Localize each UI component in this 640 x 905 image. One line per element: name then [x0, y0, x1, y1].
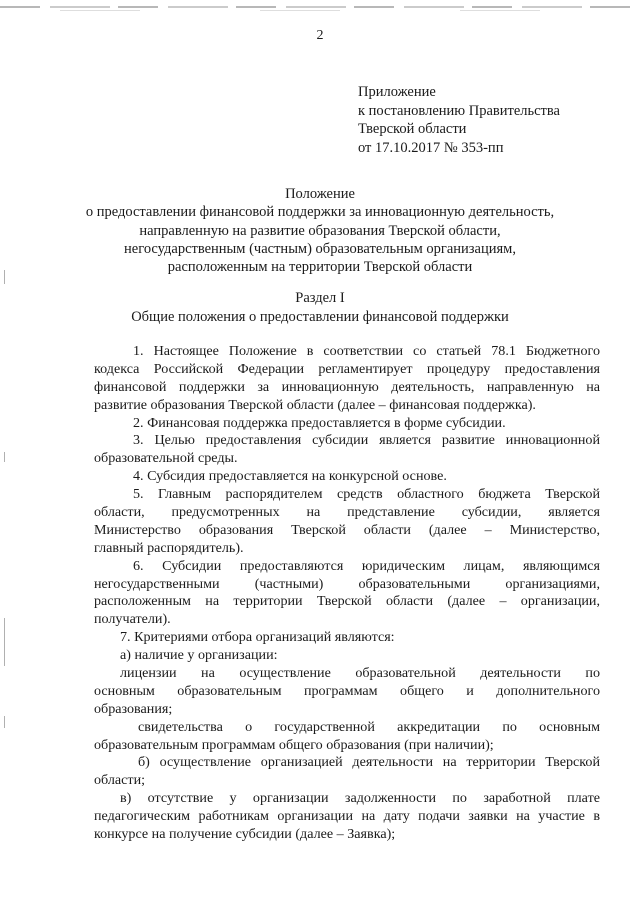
title-line: Положение — [285, 186, 355, 202]
body-text — [94, 343, 600, 844]
paragraph-5-line: области, предусмотренных на представление субсидии, является — [94, 504, 600, 521]
appendix-line: к постановлению Правительства — [358, 102, 560, 119]
paragraph-7a2-line: свидетельства о государственной аккредитации по основным — [138, 718, 600, 735]
paragraph-1-line: финансовой поддержки за инновационную деятельность, направленную на — [94, 378, 600, 395]
paragraph-7v-line: педагогическим работникам организации на дату подачи заявки на участие в — [94, 808, 600, 825]
scan-edge-mark — [4, 618, 5, 666]
paragraph-6-line: получатели). — [94, 611, 171, 628]
paragraph-7a1-line: лицензии на осуществление образовательной деятельности по — [120, 665, 600, 682]
paragraph-7a2-line: образовательным программам общего образования (при наличии); — [94, 736, 494, 753]
paragraph-1-line: кодекса Российской Федерации регламентирует процедуру предоставления — [94, 360, 600, 377]
section-header — [80, 289, 560, 327]
appendix-line: Тверской области — [358, 121, 467, 137]
appendix-line: Приложение — [358, 84, 436, 100]
paragraph-5-line: 5. Главным распорядителем средств областного бюджета Тверской — [133, 486, 600, 503]
scan-artifact-top — [0, 6, 640, 8]
section-subheading: Общие положения о предоставлении финансовой поддержки — [131, 309, 509, 325]
paragraph-7v-line: в) отсутствие у организации задолженности по заработной плате — [120, 790, 600, 807]
paragraph-7: 7. Критериями отбора организаций являются: — [120, 629, 395, 646]
paragraph-1-line: развитие образования Тверской области (далее – финансовая поддержка). — [94, 396, 536, 413]
title-line: о предоставлении финансовой поддержки за инновационную деятельность, — [85, 204, 555, 221]
paragraph-5-line: Министерство образования Тверской области (далее – Министерство, — [94, 521, 600, 538]
paragraph-4: 4. Субсидия предоставляется на конкурсной основе. — [133, 468, 447, 485]
paragraph-7a1-line: образования; — [94, 700, 173, 717]
paragraph-6-line: 6. Субсидии предоставляются юридическим лицам, являющимся — [133, 557, 600, 574]
section-heading: Раздел I — [295, 290, 345, 306]
document-title — [80, 185, 560, 276]
title-line: негосударственным (частным) образовательным организациям, — [124, 240, 516, 257]
appendix-block — [358, 83, 560, 157]
scan-artifact-top-secondary — [0, 10, 640, 11]
page-number: 2 — [316, 28, 324, 43]
scan-edge-mark — [4, 452, 5, 462]
paragraph-1-line: 1. Настоящее Положение в соответствии со статьей 78.1 Бюджетного — [133, 343, 600, 359]
paragraph-5-line: главный распорядитель). — [94, 539, 244, 556]
title-line: расположенным на территории Тверской области — [167, 259, 473, 276]
scan-edge-mark — [4, 716, 5, 728]
title-line: направленную на развитие образования Тверской области, — [139, 222, 501, 239]
paragraph-3-line: 3. Целью предоставления субсидии является развитие инновационной — [133, 432, 600, 449]
scan-edge-mark — [4, 270, 5, 284]
paragraph-7a1-line: основным образовательным программам общего и дополнительного — [94, 682, 600, 699]
paragraph-7v-line: конкурсе на получение субсидии (далее – Заявка); — [94, 826, 396, 843]
appendix-line: от 17.10.2017 № 353-пп — [358, 139, 504, 156]
paragraph-2: 2. Финансовая поддержка предоставляется в форме субсидии. — [133, 414, 506, 431]
paragraph-7b-line: области; — [94, 772, 146, 789]
paragraph-3-line: образовательной среды. — [94, 450, 238, 467]
paragraph-7a: а) наличие у организации: — [120, 647, 278, 664]
paragraph-6-line: негосударственными (частными) образовательными организациями, — [94, 575, 600, 592]
paragraph-6-line: расположенным на территории Тверской области (далее – организации, — [94, 593, 600, 610]
paragraph-7b-line: б) осуществление организацией деятельности на территории Тверской — [138, 754, 600, 771]
